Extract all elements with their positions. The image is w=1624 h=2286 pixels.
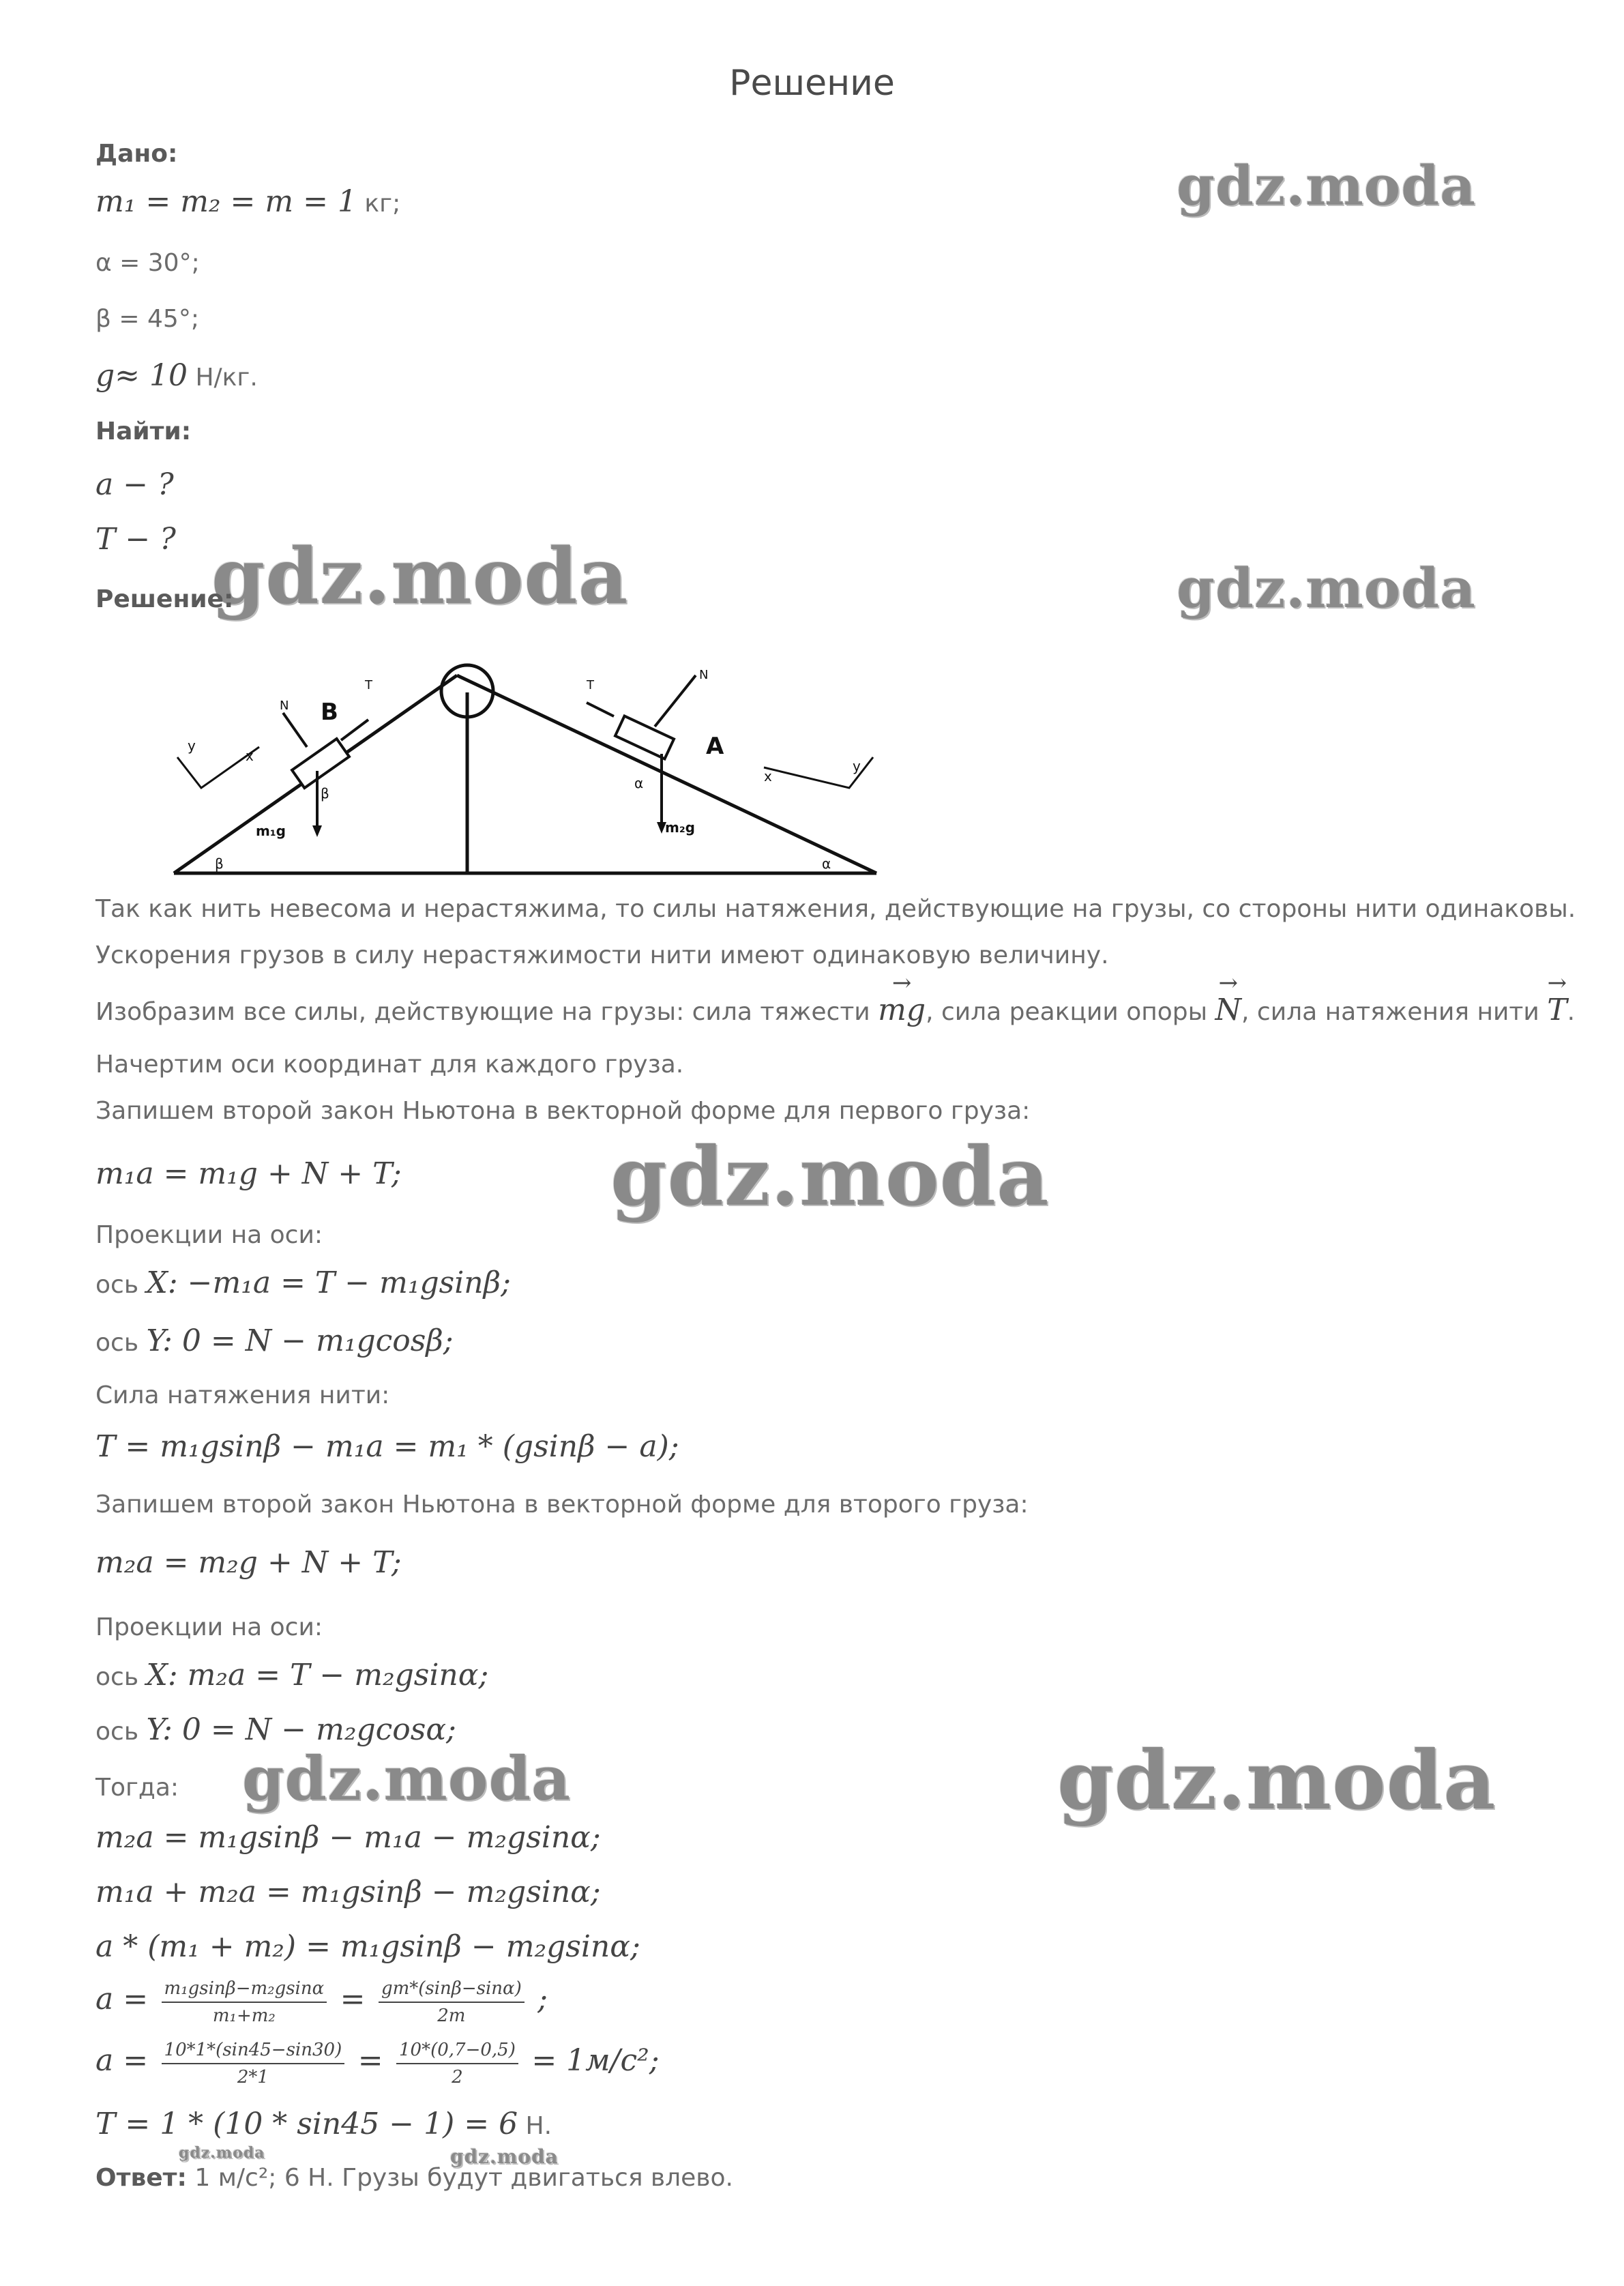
paragraph-1: Так как нить невесома и нерастяжима, то силы натяжения, действующие на грузы, со стороны нити одинаковы. [95,895,1576,923]
fraction: $\frac{10*(0,7-0,5)}{2}$ [396,2040,518,2087]
equation-8: T = 1 * (10 * sin45 − 1) = 6 Н. [95,2107,552,2141]
label-b: B [321,699,338,726]
equation-1: m₁a = m₁g + N + T; [95,1156,402,1191]
label-beta-block: β [321,785,329,802]
right-incline [457,675,876,873]
label-n-left: N [280,699,289,713]
fraction: $\frac{gm*(\sin\beta-\sin\alpha)}{2m}$ [379,1978,525,2026]
block-b [292,739,349,788]
find-T: T − ? [95,522,176,557]
solution-label: Решение: [95,585,234,613]
watermark: gdz.moda [179,2144,265,2162]
label-alpha-block: α [634,775,644,791]
equation-7: a = $\frac{10*1*(\sin 45-\sin 30)}{2*1}$ = $\frac{10*(0,7-0,5)}{2}$ = 1м/с²; [95,2040,660,2087]
answer: Ответ: 1 м/с²; 6 Н. Грузы будут двигаться влево. [95,2164,733,2192]
label-m1g: m₁g [256,823,286,839]
axis-y-1: ось Y: 0 = N − m₁gcosβ; [95,1323,454,1358]
given-label: Дано: [95,140,178,168]
equation-5: a * (m₁ + m₂) = m₁gsinβ − m₂gsinα; [95,1929,640,1964]
label-m2g: m₂g [665,819,695,836]
label-y-right: y [853,758,861,774]
page-title: Решение [729,63,895,104]
given-beta: β = 45°; [95,305,199,333]
tension-equation: T = m₁gsinβ − m₁a = m₁ * (gsinβ − a); [95,1429,679,1464]
find-label: Найти: [95,417,192,445]
fraction: $\frac{10*1*(\sin 45-\sin 30)}{2*1}$ [162,2040,345,2087]
paragraph-2: Ускорения грузов в силу нерастяжимости нити имеют одинаковую величину. [95,941,1109,969]
label-x-left: x [246,748,254,764]
paragraph-6: Запишем второй закон Ньютона в векторной форме для второго груза: [95,1491,1029,1519]
watermark: gdz.moda [1177,556,1476,620]
label-x-right: x [764,768,772,785]
watermark: gdz.moda [1177,153,1476,218]
equation-4: m₁a + m₂a = m₁gsinβ − m₂gsinα; [95,1875,601,1909]
watermark: gdz.moda [1057,1733,1496,1828]
projections-label-2: Проекции на оси: [95,1613,323,1641]
equation-3: m₂a = m₁gsinβ − m₁a − m₂gsinα; [95,1820,601,1855]
paragraph-5: Запишем второй закон Ньютона в векторной форме для первого груза: [95,1097,1031,1125]
label-alpha-bottom: α [822,855,831,872]
inclined-planes-diagram [164,651,887,883]
watermark: gdz.moda [242,1743,572,1814]
label-beta-bottom: β [215,855,224,872]
equation-6: a = $\frac{\text{m₁gsinβ−m₂gsinα}}{\text{m₁+m₂}}$ = $\frac{gm*(\sin\beta-\sin\alpha)}{2m}$ ; [95,1978,548,2026]
paragraph-4: Начертим оси координат для каждого груза. [95,1051,684,1079]
watermark: gdz.moda [450,2145,559,2168]
find-a: a − ? [95,467,174,502]
equation-2: m₂a = m₂g + N + T; [95,1545,402,1580]
given-masses: m₁ = m₂ = m = 1 кг; [95,184,401,219]
projections-label-1: Проекции на оси: [95,1221,323,1249]
axis-x-2: ось X: m₂a = T − m₂gsinα; [95,1658,489,1692]
axis-x-1: ось X: −m₁a = T − m₁gsinβ; [95,1265,511,1300]
watermark: gdz.moda [211,532,629,621]
label-y-left: y [188,737,196,754]
fraction: $\frac{\text{m₁gsinβ−m₂gsinα}}{\text{m₁+m₂}}$ [162,1978,327,2026]
given-alpha: α = 30°; [95,249,200,277]
then-label: Тогда: [95,1774,179,1802]
axis-y-2: ось Y: 0 = N − m₂gcosα; [95,1712,456,1747]
watermark: gdz.moda [610,1129,1050,1224]
label-t-left: T [365,678,372,692]
tension-label: Сила натяжения нити: [95,1381,390,1409]
label-t-right: T [587,678,594,692]
given-g: g≈ 10 Н/кг. [95,358,258,393]
label-a: A [706,733,724,760]
paragraph-3: Изобразим все силы, действующие на грузы: сила тяжести → mg, сила реакции опоры → N, сила натяжения нити → T. [95,993,1575,1027]
label-n-right: N [699,668,709,682]
